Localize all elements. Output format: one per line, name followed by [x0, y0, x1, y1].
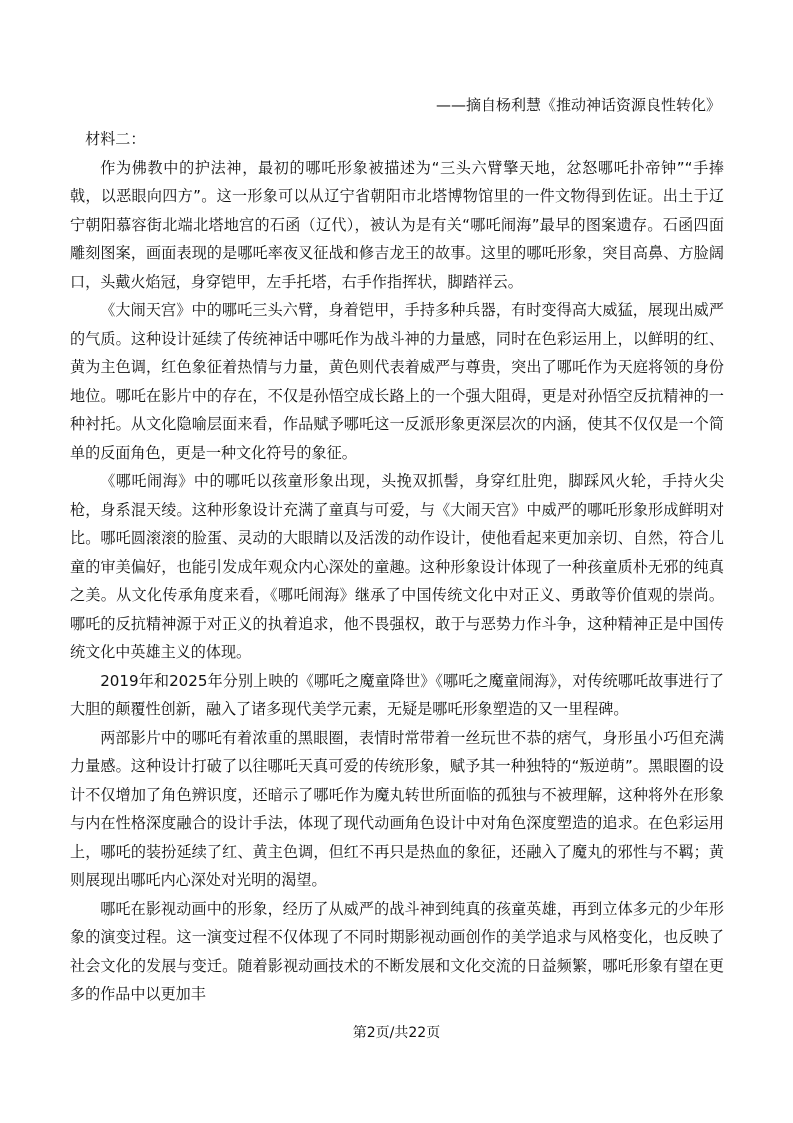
body-text — [70, 125, 724, 1009]
paragraph-3: 《哪吒闹海》中的哪吒以孩童形象出现，头挽双抓髻，身穿红肚兜，脚踩风火轮，手持火尖枪，身系混天绫。这种形象设计充满了童真与可爱，与《大闹天宫》中威严的哪吒形象形成鲜明对比。哪吒圆滚滚的脸蛋、灵动的大眼睛以及活泼的动作设计，使他看起来更加亲切、自然，符合儿童的审美偏好，也能引发成年观众内心深处的童趣。这种形象设计体现了一种孩童质朴无邪的纯真之美。从文化传承角度来看，《哪吒闹海》继承了中国传统文化中对正义、勇敢等价值观的崇尚。哪吒的反抗精神源于对正义的执着追求，他不畏强权，敢于与恶势力作斗争，这种精神正是中国传统文化中英雄主义的体现。 — [70, 472, 724, 661]
paragraph-6: 哪吒在影视动画中的形象，经历了从威严的战斗神到纯真的孩童英雄，再到立体多元的少年形象的演变过程。这一演变过程不仅体现了不同时期影视动画创作的美学追求与风格变化，也反映了社会文化的发展与变迁。随着影视动画技术的不断发展和文化交流的日益频繁，哪吒形象有望在更多的作品中以更加丰 — [70, 899, 724, 1003]
paragraph-5: 两部影片中的哪吒有着浓重的黑眼圈，表情时常带着一丝玩世不恭的痞气，身形虽小巧但充满力量感。这种设计打破了以往哪吒天真可爱的传统形象，赋予其一种独特的“叛逆萌”。黑眼圈的设计不仅增加了角色辨识度，还暗示了哪吒作为魔丸转世所面临的孤独与不被理解，这种将外在形象与内在性格深度融合的设计手法，体现了现代动画角色设计中对角色深度塑造的追求。在色彩运用上，哪吒的装扮延续了红、黄主色调，但红不再只是热血的象征，还融入了魔丸的邪性与不羁；黄则展现出哪吒内心深处对光明的渴望。 — [70, 728, 724, 889]
material-label: 材料二： — [85, 130, 146, 148]
source-citation: ——摘自杨利慧《推动神话资源良性转化》 — [435, 96, 721, 114]
page-footer: 第2页/共22页 — [352, 1025, 441, 1041]
paragraph-4: 2019年和2025年分别上映的《哪吒之魔童降世》《哪吒之魔童闹海》，对传统哪吒故事进行了大胆的颠覆性创新，融入了诸多现代美学元素，无疑是哪吒形象塑造的又一里程碑。 — [70, 671, 724, 718]
paragraph-2: 《大闹天宫》中的哪吒三头六臂，身着铠甲，手持多种兵器，有时变得高大威猛，展现出威严的气质。这种设计延续了传统神话中哪吒作为战斗神的力量感，同时在色彩运用上，以鲜明的红、黄为主色调，红色象征着热情与力量，黄色则代表着威严与尊贵，突出了哪吒作为天庭将领的身份地位。哪吒在影片中的存在，不仅是孙悟空成长路上的一个强大阻碍，更是对孙悟空反抗精神的一种衬托。从文化隐喻层面来看，作品赋予哪吒这一反派形象更深层次的内涵，使其不仅仅是一个简单的反面角色，更是一种文化符号的象征。 — [70, 301, 724, 462]
paragraph-1: 作为佛教中的护法神，最初的哪吒形象被描述为“三头六臂擎天地，忿怒哪吒扑帝钟”“手捧戟，以恶眼向四方”。这一形象可以从辽宁省朝阳市北塔博物馆里的一件文物得到佐证。出土于辽宁朝阳慕容街北端北塔地宫的石函（辽代），被认为是有关“哪吒闹海”最早的图案遗存。石函四面雕刻图案，画面表现的是哪吒率夜叉征战和修吉龙王的故事。这里的哪吒形象，突目高鼻、方脸阔口，头戴火焰冠，身穿铠甲，左手托塔，右手作指挥状，脚踏祥云。 — [70, 158, 724, 291]
